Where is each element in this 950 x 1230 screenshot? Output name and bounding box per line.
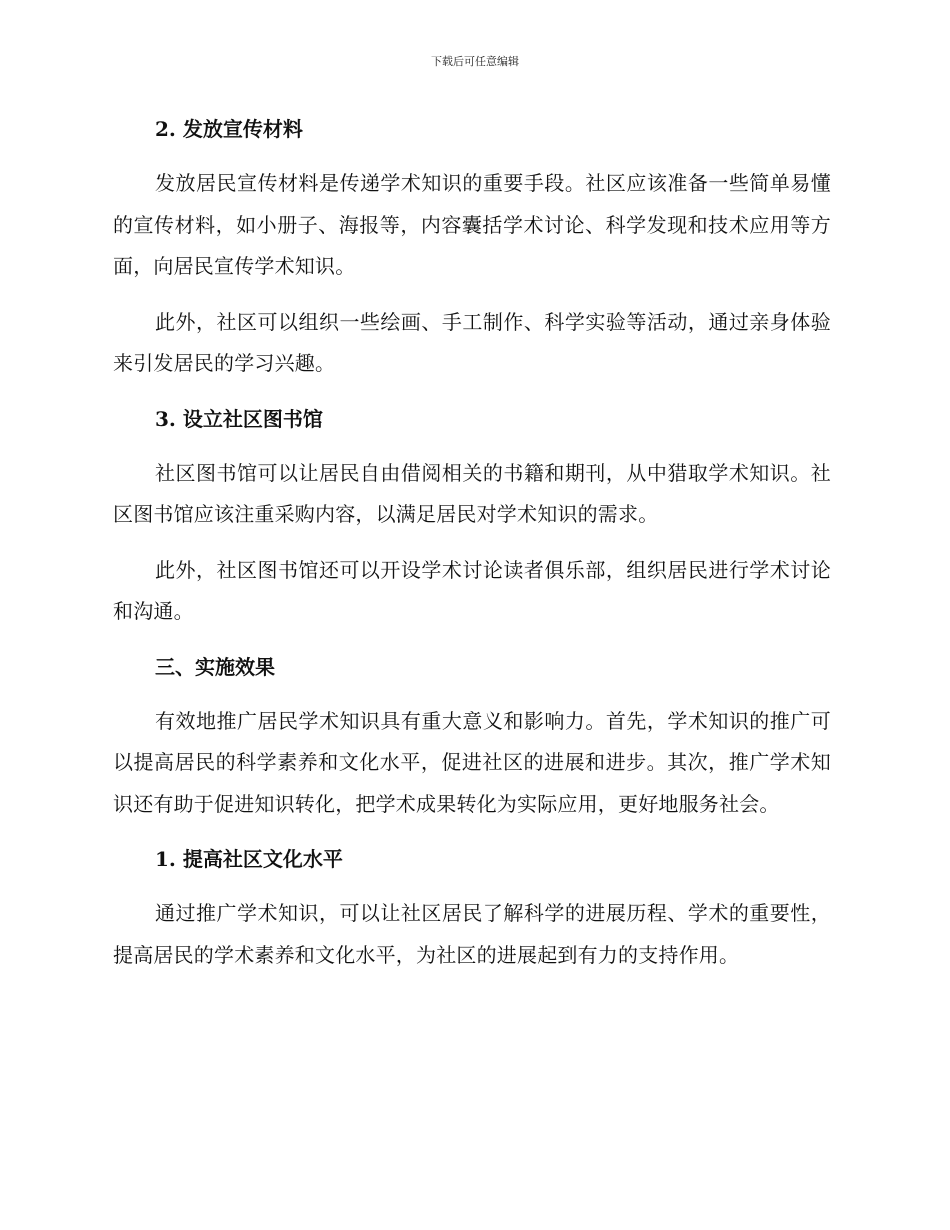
paragraph: 发放居民宣传材料是传递学术知识的重要手段。社区应该准备一些简单易懂的宣传材料，如小册子、海报等，内容囊括学术讨论、科学发现和技术应用等方面，向居民宣传学术知识。 xyxy=(113,171,831,278)
paragraph: 此外，社区可以组织一些绘画、手工制作、科学实验等活动，通过亲身体验来引发居民的学习兴趣。 xyxy=(113,309,831,375)
paragraph: 此外，社区图书馆还可以开设学术讨论读者俱乐部，组织居民进行学术讨论和沟通。 xyxy=(113,557,831,623)
paragraph: 通过推广学术知识，可以让社区居民了解科学的进展历程、学术的重要性，提高居民的学术素养和文化水平，为社区的进展起到有力的支持作用。 xyxy=(113,901,831,967)
document-body xyxy=(113,108,831,976)
paragraph: 社区图书馆可以让居民自由借阅相关的书籍和期刊，从中猎取学术知识。社区图书馆应该注重采购内容，以满足居民对学术知识的需求。 xyxy=(113,460,831,526)
section-heading-3: 3. 设立社区图书馆 xyxy=(155,406,323,431)
page-header-note: 下载后可任意编辑 xyxy=(431,55,519,68)
section-heading-2: 2. 发放宣传材料 xyxy=(155,117,303,141)
effect-heading-1: 1. 提高社区文化水平 xyxy=(155,847,343,871)
part-heading-implementation-effect: 三、实施效果 xyxy=(155,654,275,679)
paragraph: 有效地推广居民学术知识具有重大意义和影响力。首先，学术知识的推广可以提高居民的科学素养和文化水平，促进社区的进展和进步。其次，推广学术知识还有助于促进知识转化，把学术成果转化为实际应用，更好地服务社会。 xyxy=(113,708,831,816)
